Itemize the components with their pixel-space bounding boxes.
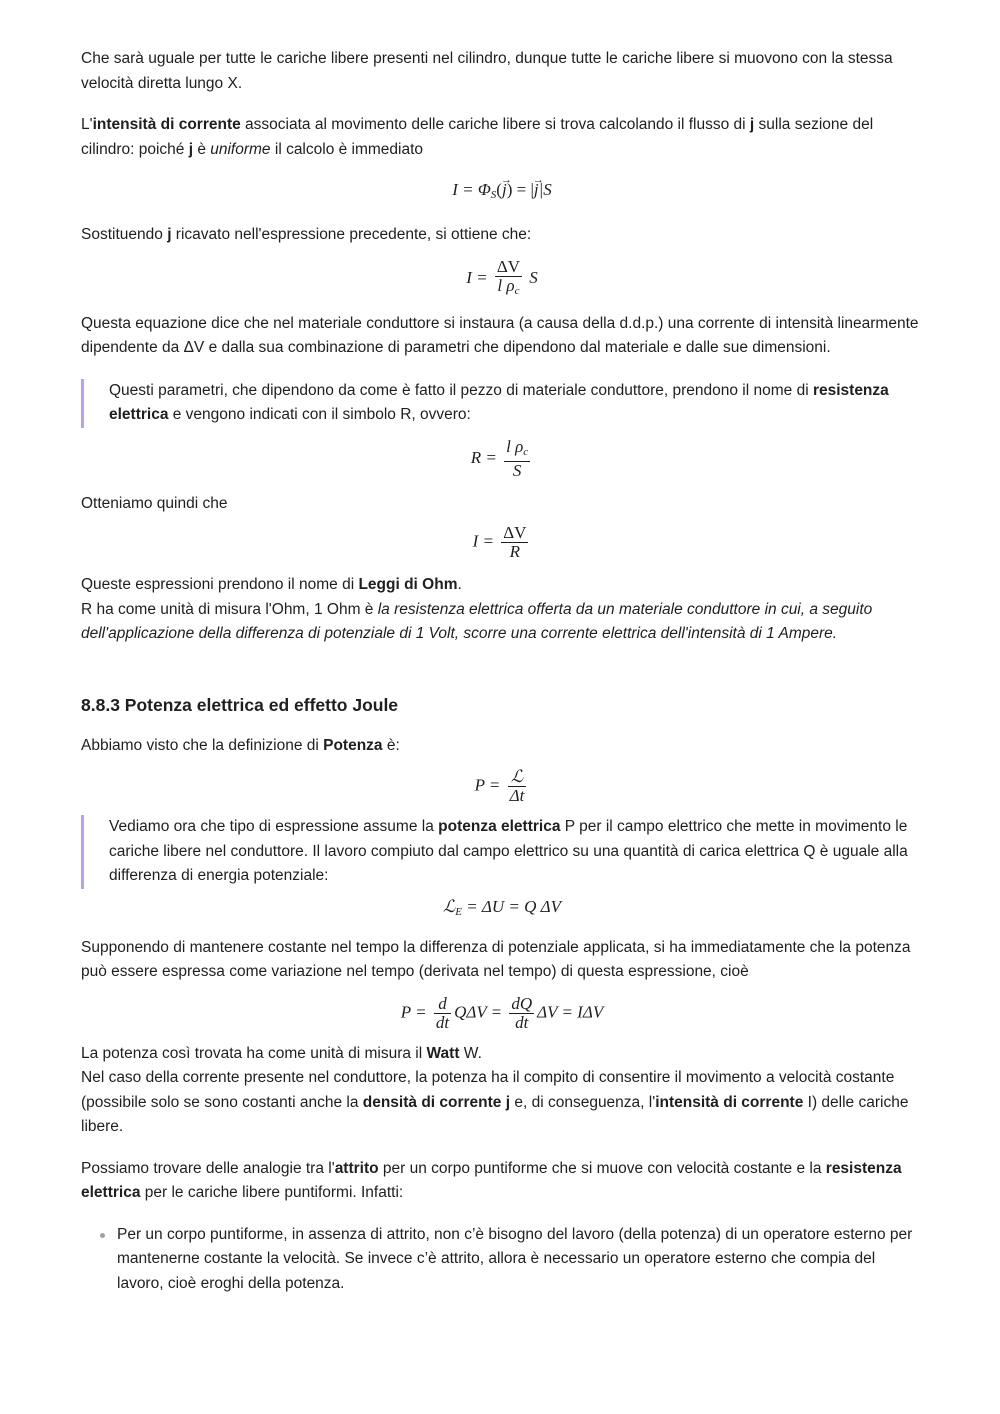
blockquote-electric-power	[81, 815, 923, 889]
fraction: $\frac{\text{ℒ}}{\Delta t}$	[509, 767, 525, 805]
section-heading: 8.8.3 Potenza elettrica ed effetto Joule	[81, 694, 399, 715]
paragraph: Vediamo ora che tipo di espressione assume la potenza elettrica P per il campo elettrico che mette in movimento le cariche libere nel conduttore. Il lavoro compiuto dal campo elettrico su una quantità di carica elettrica Q è uguale alla differenza di energia potenziale:	[109, 818, 908, 884]
equation-electric-work: ℒ$_E$ = ΔU = Q ΔV	[442, 896, 562, 918]
equation-power-definition: P = $\frac{\text{ℒ}}{\Delta t}$	[474, 767, 525, 805]
equation-power-derivative: P = $\frac{d}{dt}$ QΔV = $\frac{dQ}{dt}$ ΔV = IΔV	[400, 993, 604, 1032]
fraction: $\frac{dQ}{dt}$	[511, 993, 533, 1032]
list-item: Per un corpo puntiforme, in assenza di attrito, non c’è bisogno del lavoro (della potenza) di un operatore esterno per mantenerne costante la velocità. Se invece c’è attrito, allora è necessario un operatore esterno che compia del lavoro, cioè eroghi della potenza.	[117, 1223, 923, 1297]
equation-current-resistivity: I = $\frac{\Delta V}{l \rho_c}$ S	[81, 258, 923, 300]
blockquote-resistance	[81, 379, 923, 428]
document-page	[81, 47, 923, 1296]
paragraph: Otteniamo quindi che	[81, 494, 228, 512]
paragraph: Questa equazione dice che nel materiale conduttore si instaura (a causa della d.d.p.) una corrente di intensità linearmente dipendente da ΔV e dalla sua combinazione di parametri che dipendono dal materiale e dalle sue dimensioni.	[81, 314, 919, 356]
fraction: $\frac{\Delta V}{R}$	[503, 523, 527, 561]
fraction: $\frac{d}{dt}$	[435, 993, 450, 1032]
paragraph: Questi parametri, che dipendono da come è fatto il pezzo di materiale conduttore, prendono il nome di resistenza elettrica e vengono indicati con il simbolo R, ovvero:	[109, 381, 889, 423]
paragraph: Che sarà uguale per tutte le cariche libere presenti nel cilindro, dunque tutte le cariche libere si muovono con la stessa velocità diretta lungo X.	[81, 50, 893, 92]
fraction: $\frac{\Delta V}{l \rho_c}$	[496, 256, 521, 297]
paragraph: Supponendo di mantenere costante nel tempo la differenza di potenziale applicata, si ha immediatamente che la potenza può essere espressa come variazione nel tempo (derivata nel tempo) di questa espressione, cioè	[81, 938, 911, 980]
bullet-list	[81, 1223, 923, 1297]
equation-current-flux: $I = \Phi_S(\to j)$ = |→ j|S	[81, 176, 923, 205]
paragraph: Sostituendo j ricavato nell'espressione precedente, si ottiene che:	[81, 226, 532, 243]
paragraph: Queste espressioni prendono il nome di Leggi di Ohm. R ha come unità di misura l'Ohm, 1 Ohm è la resistenza elettrica offerta da un materiale conduttore in cui, a seguito dell'applicazione della differenza di potenziale di 1 Volt, scorre una corrente elettrica dell'intensità di 1 Ampere.	[81, 576, 873, 642]
fraction: $\frac{l \rho_c}{S}$	[506, 436, 529, 480]
paragraph: Abbiamo visto che la definizione di Potenza è:	[81, 736, 400, 754]
paragraph: L'intensità di corrente associata al movimento delle cariche libere si trova calcolando il flusso di j sulla sezione del cilindro: poiché j è uniforme il calcolo è immediato	[81, 116, 874, 158]
equation-ohm-law: I = $\frac{\Delta V}{R}$	[472, 523, 527, 561]
paragraph: Possiamo trovare delle analogie tra l'attrito per un corpo puntiforme che si muove con velocità costante e la resistenza elettrica per le cariche libere puntiformi. Infatti:	[81, 1159, 902, 1201]
equation-resistance: R = $\frac{l \rho_c}{S}$	[470, 436, 529, 480]
paragraph: La potenza così trovata ha come unità di misura il Watt W. Nel caso della corrente presente nel conduttore, la potenza ha il compito di consentire il movimento a velocità costante (possibile solo se sono costanti anche la densità di corrente j e, di conseguenza, l'intensità di corrente I) delle cariche libere.	[81, 1044, 909, 1135]
